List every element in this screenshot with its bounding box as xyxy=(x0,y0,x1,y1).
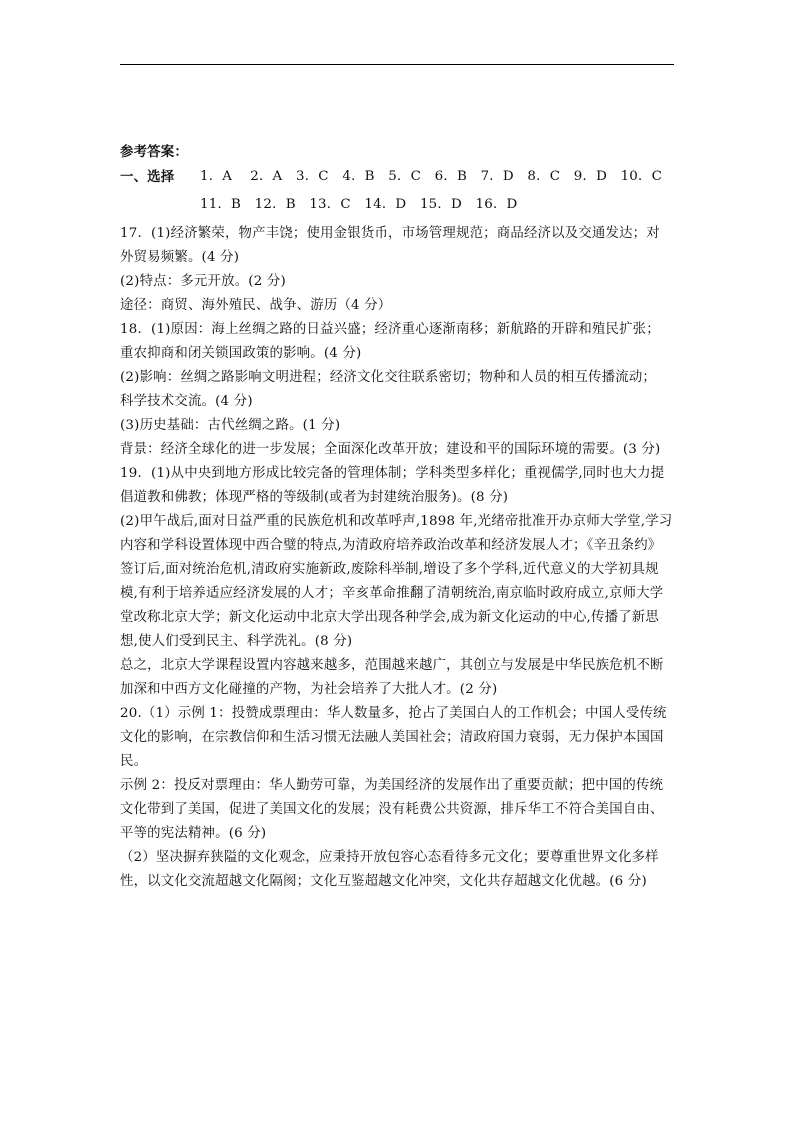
text-line: 科学技术交流。(4 分) xyxy=(120,394,253,409)
text-line: 性，以文化交流超越文化隔阂；文化互鉴超越文化冲突，文化共存超越文化优越。(6 分) xyxy=(120,874,647,889)
text-line: （2）坚决摒弃狭隘的文化观念，应秉持开放包容心态看待多元文化；要尊重世界文化多样 xyxy=(120,850,659,865)
text-line: 途径：商贸、海外殖民、战争、游历（4 分） xyxy=(120,298,392,313)
text-line: (2)特点：多元开放。(2 分) xyxy=(120,274,286,289)
text-line: 民。 xyxy=(120,754,148,769)
text-line: 签订后,面对统治危机,清政府实施新政,废除科举制,增设了多个学科,近代意义的大学初具规 xyxy=(120,562,659,577)
text-line: 想,使人们受到民主、科学洗礼。(8 分) xyxy=(120,634,353,649)
text-line: 倡道教和佛教；体现严格的等级制(或者为封建统治服务)。(8 分) xyxy=(120,490,509,505)
text-line: 堂改称北京大学；新文化运动中北京大学出现各种学会,成为新文化运动的中心,传播了新思 xyxy=(120,610,659,625)
multiple-choice-row-1 xyxy=(120,164,676,190)
text-line: 加深和中西方文化碰撞的产物，为社会培养了大批人才。(2 分) xyxy=(120,682,498,697)
text-line: 外贸易频繁。(4 分) xyxy=(120,250,240,265)
text-line: 模,有利于培养适应经济发展的人才；辛亥革命推翻了清朝统治,南京临时政府成立,京师大学 xyxy=(120,586,664,601)
answer-key-body xyxy=(120,140,676,894)
text-line: 19．(1)从中央到地方形成比较完备的管理体制；学科类型多样化；重视儒学,同时也大力提 xyxy=(120,466,665,481)
text-line: 重农抑商和闭关锁国政策的影响。(4 分) xyxy=(120,346,362,361)
text-line: 文化带到了美国，促进了美国文化的发展；没有耗费公共资源，排斥华工不符合美国自由、 xyxy=(120,802,664,817)
answer-key-title: 参考答案： xyxy=(120,144,188,160)
text-line: (2)甲午战后,面对日益严重的民族危机和改革呼声,1898 年,光绪帝批准开办京师大学堂,学习 xyxy=(120,514,673,529)
text-line: 总之，北京大学课程设置内容越来越多，范围越来越广，其创立与发展是中华民族危机不断 xyxy=(120,658,664,673)
multiple-choice-answers-2: 11．B 12．B 13．C 14．D 15．D 16．D xyxy=(200,197,518,212)
multiple-choice-label: 一、选择 xyxy=(120,169,175,185)
text-line: (3)历史基础：古代丝绸之路。(1 分) xyxy=(120,418,341,433)
text-line: 17．(1)经济繁荣，物产丰饶；使用金银货币，市场管理规范；商品经济以及交通发达；对 xyxy=(120,226,660,241)
text-line: (2)影响：丝绸之路影响文明进程；经济文化交往联系密切；物种和人员的相互传播流动； xyxy=(120,370,657,385)
multiple-choice-answers-1: 1．A 2．A 3．C 4．B 5．C 6．B 7．D 8．C 9．D 10．C xyxy=(200,169,663,184)
text-line: 内容和学科设置体现中西合璧的特点,为清政府培养政治改革和经济发展人才；《辛丑条约》 xyxy=(120,538,662,553)
text-line: 平等的宪法精神。(6 分) xyxy=(120,826,267,841)
text-line: 18．(1)原因：海上丝绸之路的日益兴盛；经济重心逐渐南移；新航路的开辟和殖民扩张； xyxy=(120,322,660,337)
text-line: 20.（1）示例 1：投赞成票理由：华人数量多，抢占了美国白人的工作机会；中国人受传统 xyxy=(120,706,667,721)
text-line: 文化的影响，在宗教信仰和生活习惯无法融人美国社会；清政府国力衰弱，无力保护本国国 xyxy=(120,730,664,745)
top-rule xyxy=(120,64,674,65)
text-line: 示例 2：投反对票理由：华人勤劳可靠，为美国经济的发展作出了重要贡献；把中国的传统 xyxy=(120,778,664,793)
text-line: 背景：经济全球化的进一步发展；全面深化改革开放；建设和平的国际环境的需要。(3 分) xyxy=(120,442,661,457)
